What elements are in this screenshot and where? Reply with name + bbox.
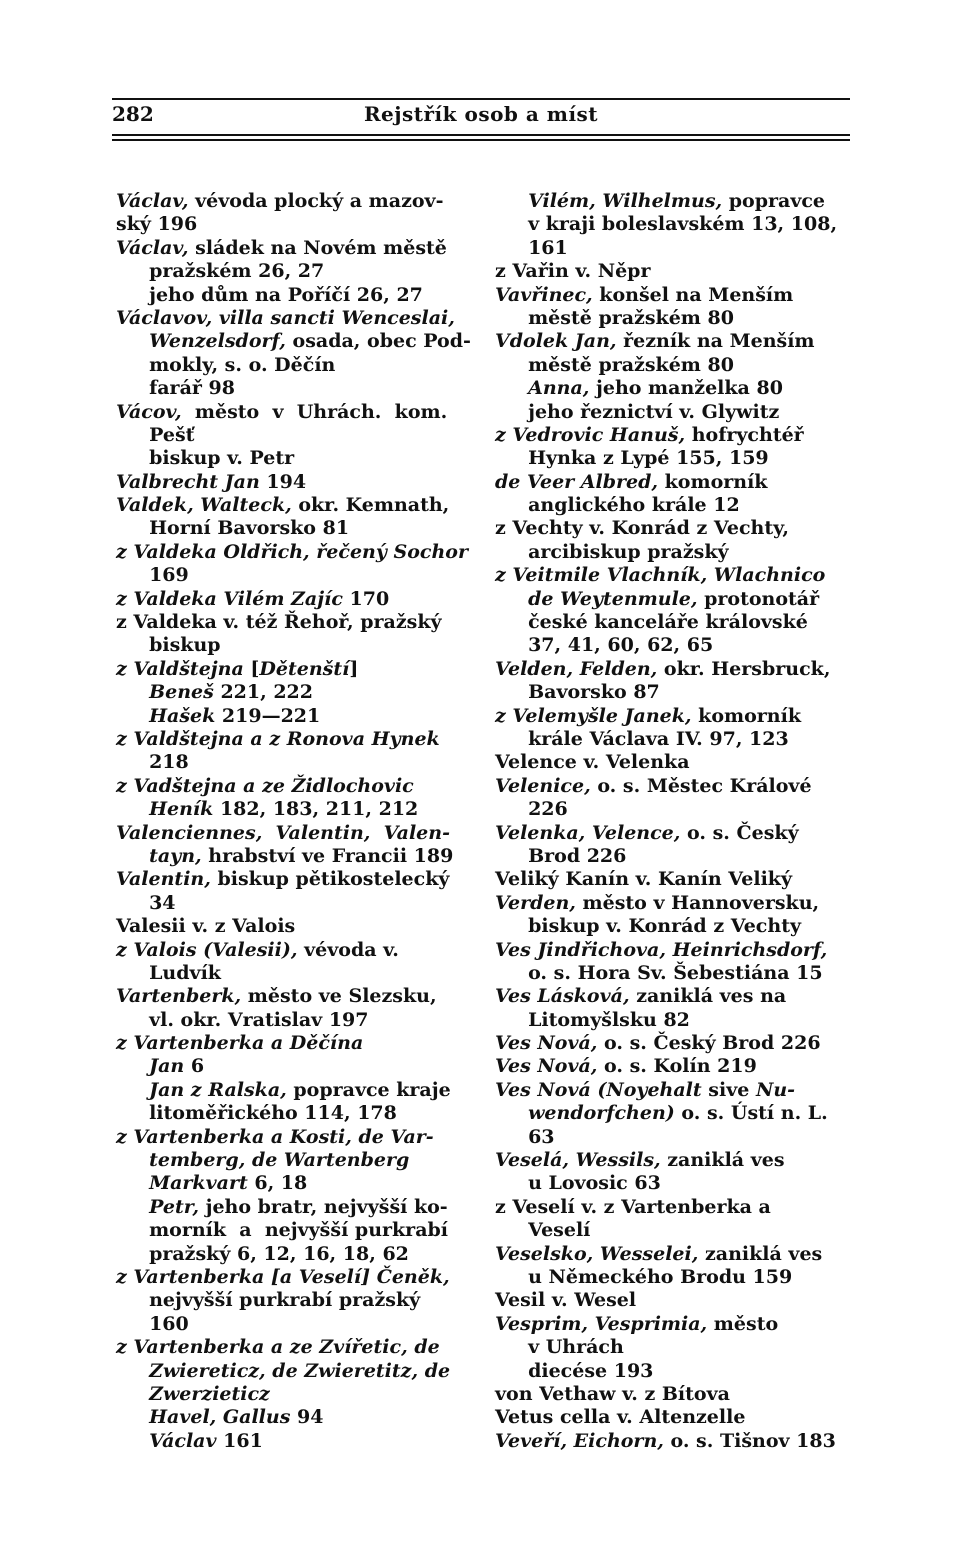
index-entry-line: 226: [495, 798, 568, 821]
index-entry-line: 218: [116, 751, 189, 774]
index-entry-line: 34: [116, 891, 176, 914]
index-entry-line: v Uhrách: [495, 1336, 624, 1359]
index-entry-line: de Weytenmule, protonotář: [528, 587, 820, 610]
index-entry-line: ský 196: [116, 213, 198, 236]
index-entry-line: mokly, s. o. Děčín: [116, 353, 336, 376]
index-entry-line: z Vadštejna a ze Židlochovic: [116, 774, 414, 797]
index-entry-line: Heník 182, 183, 211, 212: [149, 798, 419, 821]
index-entry-line: Veveří, Eichorn, o. s. Tišnov 183: [495, 1429, 836, 1452]
index-entry-line: litoměřického 114, 178: [116, 1102, 397, 1125]
index-entry-line: Václav 161: [149, 1429, 263, 1452]
index-entry-line: 169: [116, 564, 189, 587]
index-entry-line: Vesil v. Wesel: [495, 1289, 637, 1312]
index-entry-line: Velenice, o. s. Městec Králové: [495, 774, 812, 797]
index-entry-line: de Veer Albred, komorník: [495, 470, 768, 493]
index-entry-line: z Valdeka v. též Řehoř, pražský: [116, 611, 442, 634]
index-entry-line: Veselí: [495, 1219, 591, 1242]
index-entry-line: z Valdeka Oldřich, řečený Sochor: [116, 540, 468, 563]
index-entry-line: nejvyšší purkrabí pražský: [116, 1289, 421, 1312]
index-entry-line: pražský 6, 12, 16, 18, 62: [116, 1242, 409, 1265]
index-entry-line: Vácov, město v Uhrách. kom.: [116, 400, 448, 423]
index-entry-line: Litomyšlsku 82: [495, 1008, 690, 1031]
index-entry-line: u Německého Brodu 159: [495, 1265, 793, 1288]
index-entry-line: tayn, hrabství ve Francii 189: [149, 844, 454, 867]
index-entry-line: Ves Nová, o. s. Český Brod 226: [495, 1032, 821, 1055]
index-entry-line: z Vechty v. Konrád z Vechty,: [495, 517, 789, 540]
index-entry-line: z Valdštejna a z Ronova Hynek: [116, 727, 440, 750]
index-entry-line: 63: [495, 1125, 555, 1148]
index-entry-line: městě pražském 80: [495, 353, 734, 376]
index-entry-line: krále Václava IV. 97, 123: [495, 727, 789, 750]
index-entry-line: Veselá, Wessils, zaniklá ves: [495, 1149, 785, 1172]
index-entry-line: morník a nejvyšší purkrabí: [116, 1219, 449, 1242]
index-entry-line: biskup v. Petr: [116, 447, 295, 470]
index-entry-line: 160: [116, 1312, 189, 1335]
index-entry-line: Valbrecht Jan 194: [116, 470, 307, 493]
index-entry-line: Valentin, biskup pětikostelecký: [116, 868, 450, 891]
index-entry-line: 161: [495, 236, 568, 259]
index-entry-line: Jan z Ralska, popravce kraje: [149, 1078, 451, 1101]
index-entry-line: Ves Nová, o. s. Kolín 219: [495, 1055, 757, 1078]
index-entry-line: z Velemyšle Janek, komorník: [495, 704, 801, 727]
page-number: 282: [112, 102, 154, 126]
index-entry-line: Ves Jindřichova, Heinrichsdorf,: [495, 938, 828, 961]
index-entry-line: Hynka z Lypé 155, 159: [495, 447, 769, 470]
index-entry-line: biskup: [116, 634, 221, 657]
index-entry-line: z Vedrovic Hanuš, hofrychtéř: [495, 423, 804, 446]
index-entry-line: české kanceláře královské: [495, 611, 808, 634]
index-entry-line: Vetus cella v. Altenzelle: [495, 1406, 746, 1429]
index-entry-line: Velence v. Velenka: [495, 751, 690, 774]
index-entry-line: u Lovosic 63: [495, 1172, 661, 1195]
index-entry-line: jeho dům na Poříčí 26, 27: [116, 283, 423, 306]
index-entry-line: diecése 193: [495, 1359, 654, 1382]
index-entry-line: z Veitmile Vlachník, Wlachnico: [495, 564, 826, 587]
index-entry-line: Václavov, villa sancti Wenceslai,: [116, 306, 455, 329]
index-entry-line: Zwiereticz, de Zwieretitz, de: [149, 1359, 451, 1382]
index-entry-line: Ves Nová (Noyehalt sive Nu-: [495, 1078, 796, 1101]
index-entry-line: Anna, jeho manželka 80: [528, 377, 783, 400]
index-entry-line: Vavřinec, konšel na Menším: [495, 283, 794, 306]
index-entry-line: von Vethaw v. z Bítova: [495, 1382, 730, 1405]
index-entry-line: Vdolek Jan, řezník na Menším: [495, 330, 815, 353]
index-entry-line: z Vařin v. Něpr: [495, 260, 651, 283]
index-entry-line: Ludvík: [116, 961, 221, 984]
page-header: [112, 100, 850, 130]
index-entry-line: Brod 226: [495, 844, 627, 867]
index-entry-line: Wenzelsdorf, osada, obec Pod-: [149, 330, 471, 353]
index-entry-line: temberg, de Wartenberg: [149, 1149, 410, 1172]
index-entry-line: jeho řeznictví v. Glywitz: [495, 400, 780, 423]
index-entry-line: Velden, Felden, okr. Hersbruck,: [495, 657, 831, 680]
index-entry-line: Hašek 219—221: [149, 704, 321, 727]
index-entry-line: Petr, jeho bratr, nejvyšší ko-: [149, 1195, 448, 1218]
index-entry-line: Václav, vévoda plocký a mazov-: [116, 190, 444, 212]
header-double-rule: [112, 134, 850, 141]
index-entry-line: Jan 6: [149, 1055, 205, 1078]
index-entry-line: Valdek, Walteck, okr. Kemnath,: [116, 494, 450, 517]
index-entry-line: Verden, město v Hannoversku,: [495, 891, 820, 914]
index-entry-line: Pešť: [116, 423, 195, 446]
index-entry-line: vl. okr. Vratislav 197: [116, 1008, 369, 1031]
index-entry-line: z Veselí v. z Vartenberka a: [495, 1195, 771, 1218]
index-entry-line: Velenka, Velence, o. s. Český: [495, 821, 799, 844]
index-entry-line: Havel, Gallus 94: [149, 1406, 324, 1429]
index-entry-line: v kraji boleslavském 13, 108,: [495, 213, 838, 236]
index-entry-line: Václav, sládek na Novém městě: [116, 236, 447, 259]
index-entry-line: Bavorsko 87: [495, 681, 660, 704]
index-entry-line: Beneš 221, 222: [149, 681, 313, 704]
index-entry-line: z Vartenberka a Děčína: [116, 1032, 364, 1055]
index-entry-line: Veliký Kanín v. Kanín Veliký: [495, 868, 792, 891]
index-entry-line: z Valdeka Vilém Zajíc 170: [116, 587, 390, 610]
index-entry-line: Veselsko, Wesselei, zaniklá ves: [495, 1242, 823, 1265]
index-entry-line: Vesprim, Vesprimia, město: [495, 1312, 779, 1335]
index-entry-line: arcibiskup pražský: [495, 540, 729, 563]
index-entry-line: Valenciennes, Valentin, Valen-: [116, 821, 450, 844]
index-entry-line: Zwerzieticz: [149, 1382, 270, 1405]
index-entry-line: farář 98: [116, 377, 235, 400]
running-title: Rejstřík osob a míst: [363, 102, 599, 126]
index-entry-line: z Vartenberka [a Veselí] Čeněk,: [116, 1265, 450, 1288]
index-entry-line: Valesii v. z Valois: [116, 915, 296, 938]
index-entry-line: z Valdštejna [Dětenští]: [116, 657, 359, 680]
index-column-left: [116, 190, 476, 1453]
index-column-right: [495, 190, 857, 1453]
index-entry-line: anglického krále 12: [495, 494, 740, 517]
index-entry-line: městě pražském 80: [495, 306, 734, 329]
index-entry-line: pražském 26, 27: [116, 260, 325, 283]
index-entry-line: Horní Bavorsko 81: [116, 517, 350, 540]
index-entry-line: z Vartenberka a Kosti, de Var-: [116, 1125, 434, 1148]
index-entry-line: biskup v. Konrád z Vechty: [495, 915, 802, 938]
index-entry-line: 37, 41, 60, 62, 65: [495, 634, 714, 657]
index-entry-line: o. s. Hora Sv. Šebestiána 15: [495, 961, 823, 984]
index-entry-line: wendorfchen) o. s. Ústí n. L.: [528, 1102, 828, 1125]
index-entry-line: z Vartenberka a ze Zvířetic, de: [116, 1336, 440, 1359]
index-entry-line: Vilém, Wilhelmus, popravce: [528, 190, 826, 212]
index-entry-line: Markvart 6, 18: [149, 1172, 308, 1195]
index-entry-line: Vartenberk, město ve Slezsku,: [116, 985, 437, 1008]
index-entry-line: z Valois (Valesii), vévoda v.: [116, 938, 399, 961]
index-entry-line: Ves Lásková, zaniklá ves na: [495, 985, 787, 1008]
